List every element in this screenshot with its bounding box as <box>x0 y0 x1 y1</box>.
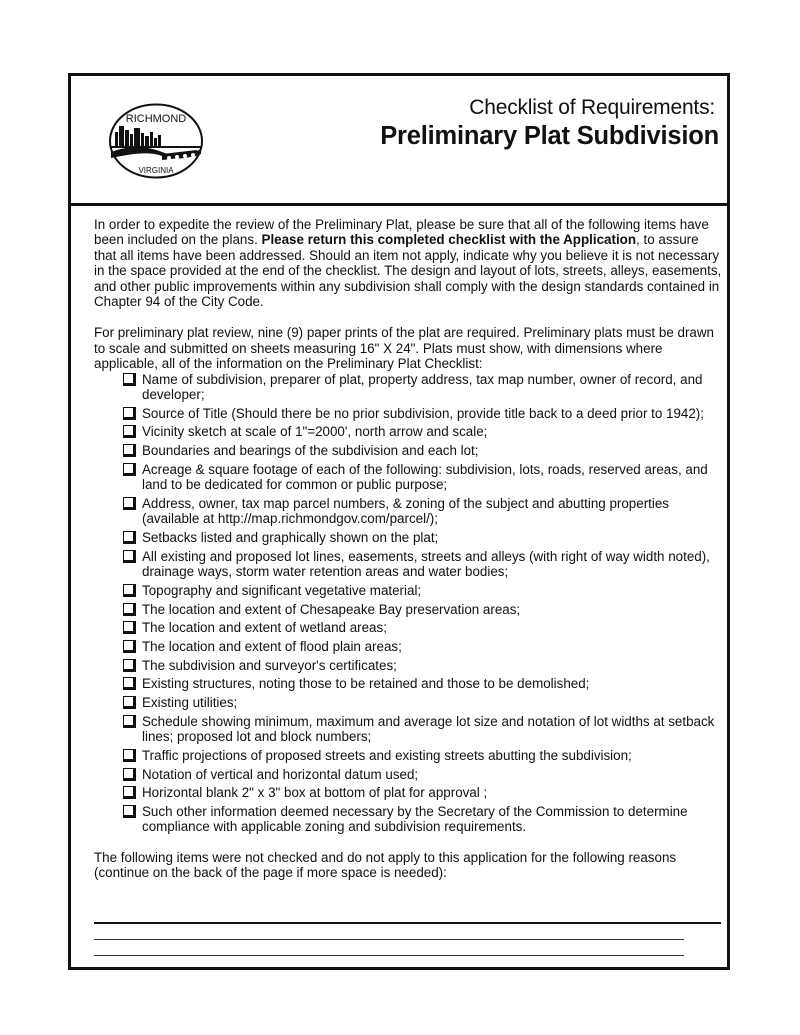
checklist-item-label: Horizontal blank 2" x 3" box at bottom of plat for approval ; <box>142 785 488 801</box>
page-title: Preliminary Plat Subdivision <box>380 122 719 150</box>
page-subtitle: Checklist of Requirements: <box>469 96 715 119</box>
checkbox[interactable] <box>123 621 136 634</box>
requirements-paragraph: For preliminary plat review, nine (9) paper prints of the plat are required. Preliminary plats must be drawn to scale and submitted on sheets measuring 16" X 24". Plats must show, with dimensions where applicable, all of the information on the Preliminary Plat Checklist: <box>94 325 714 372</box>
reason-line-3[interactable] <box>94 955 684 956</box>
checklist-item <box>94 695 724 710</box>
checklist-item <box>94 804 724 835</box>
intro-emphasis: Please return this completed checklist with the Application <box>261 232 637 248</box>
checkbox[interactable] <box>123 444 136 457</box>
checklist-item-label: Vicinity sketch at scale of 1"=2000', north arrow and scale; <box>142 424 488 440</box>
checklist-item-label: Existing structures, noting those to be retained and those to be demolished; <box>142 676 590 692</box>
checklist-item-label: Source of Title (Should there be no prior subdivision, provide title back to a deed prior to 1942); <box>142 405 704 421</box>
checkbox[interactable] <box>123 677 136 690</box>
checklist-item <box>94 549 724 580</box>
form-body <box>94 217 724 881</box>
checkbox[interactable] <box>123 768 136 781</box>
logo-bottom-text: VIRGINIA <box>138 166 174 175</box>
checklist-item <box>94 372 724 403</box>
checkbox[interactable] <box>123 425 136 438</box>
checklist-item <box>94 424 724 439</box>
checkbox[interactable] <box>123 603 136 616</box>
checklist-item <box>94 620 724 635</box>
checklist-item-label: Setbacks listed and graphically shown on the plat; <box>142 530 439 546</box>
checklist-item <box>94 496 724 527</box>
checklist-item <box>94 676 724 691</box>
checklist-item-label: Topography and significant vegetative material; <box>142 582 422 598</box>
checklist-item-label: Notation of vertical and horizontal datum used; <box>142 766 419 782</box>
checkbox[interactable] <box>123 659 136 672</box>
not-applicable-instructions: The following items were not checked and do not apply to this application for the following reasons (continue on the back of the page if more space is needed): <box>94 849 677 881</box>
checklist-item <box>94 658 724 673</box>
checkbox[interactable] <box>123 531 136 544</box>
checklist-item-label: The location and extent of Chesapeake Bay preservation areas; <box>142 601 521 617</box>
logo-top-text: RICHMOND <box>125 113 187 125</box>
checkbox[interactable] <box>123 749 136 762</box>
checklist-item <box>94 462 724 493</box>
checkbox[interactable] <box>123 407 136 420</box>
checklist-item-label: Address, owner, tax map parcel numbers, & zoning of the subject and abutting properties (available at http://map.richmondgov.com/parcel/); <box>142 495 670 527</box>
checklist-item-label: The location and extent of wetland areas; <box>142 620 387 636</box>
checklist-item-label: Schedule showing minimum, maximum and average lot size and notation of lot widths at setback lines; proposed lot and block numbers; <box>142 713 715 745</box>
form-header <box>71 76 727 206</box>
checkbox[interactable] <box>123 696 136 709</box>
checklist-item <box>94 714 724 745</box>
checklist-item-label: Name of subdivision, preparer of plat, property address, tax map number, owner of record, and developer; <box>142 371 703 403</box>
checklist-item-label: Boundaries and bearings of the subdivision and each lot; <box>142 443 479 459</box>
checklist-item-label: Traffic projections of proposed streets and existing streets abutting the subdivision; <box>142 747 632 763</box>
checklist-item-label: Such other information deemed necessary by the Secretary of the Commission to determine compliance with applicable zoning and subdivision requirements. <box>142 804 688 835</box>
checklist-item <box>94 767 724 782</box>
checklist-item <box>94 583 724 598</box>
checkbox[interactable] <box>123 715 136 728</box>
checklist-item <box>94 785 724 800</box>
intro-paragraph: In order to expedite the review of the Preliminary Plat, please be sure that all of the following items have been included on the plans. Please return this completed checklist with the Application, to assure that all items have been addressed. Should an item not apply, indicate why you believe it is not necessary in the space provided at the end of the checklist. The design and layout of lots, streets, alleys, easements, and other public improvements within any subdivision shall comply with the design standards contained in Chapter 94 of the City Code. <box>94 217 722 310</box>
form-frame <box>68 73 730 970</box>
checklist-item-label: Existing utilities; <box>142 695 238 711</box>
checkbox[interactable] <box>123 584 136 597</box>
checklist-item <box>94 748 724 763</box>
reason-line-2[interactable] <box>94 939 684 940</box>
checkbox[interactable] <box>123 805 136 818</box>
checklist-item-label: The subdivision and surveyor's certificates; <box>142 657 397 673</box>
checkbox[interactable] <box>123 550 136 563</box>
checkbox[interactable] <box>123 497 136 510</box>
checklist-item <box>94 406 724 421</box>
checkbox[interactable] <box>123 786 136 799</box>
checklist-item-label: Acreage & square footage of each of the following: subdivision, lots, roads, reserved areas, and land to be dedicated for common or public purpose; <box>142 461 708 493</box>
requirements-checklist <box>94 372 724 835</box>
checklist-item <box>94 443 724 458</box>
richmond-virginia-logo <box>107 102 205 180</box>
checklist-item-label: The location and extent of flood plain areas; <box>142 639 402 655</box>
reason-line-1[interactable] <box>94 922 721 924</box>
checkbox[interactable] <box>123 373 136 386</box>
checkbox[interactable] <box>123 640 136 653</box>
checklist-item <box>94 530 724 545</box>
checklist-item <box>94 602 724 617</box>
checkbox[interactable] <box>123 463 136 476</box>
checklist-item <box>94 639 724 654</box>
checklist-item-label: All existing and proposed lot lines, easements, streets and alleys (with right of way width noted), drainage ways, storm water retention areas and water bodies; <box>142 548 710 580</box>
